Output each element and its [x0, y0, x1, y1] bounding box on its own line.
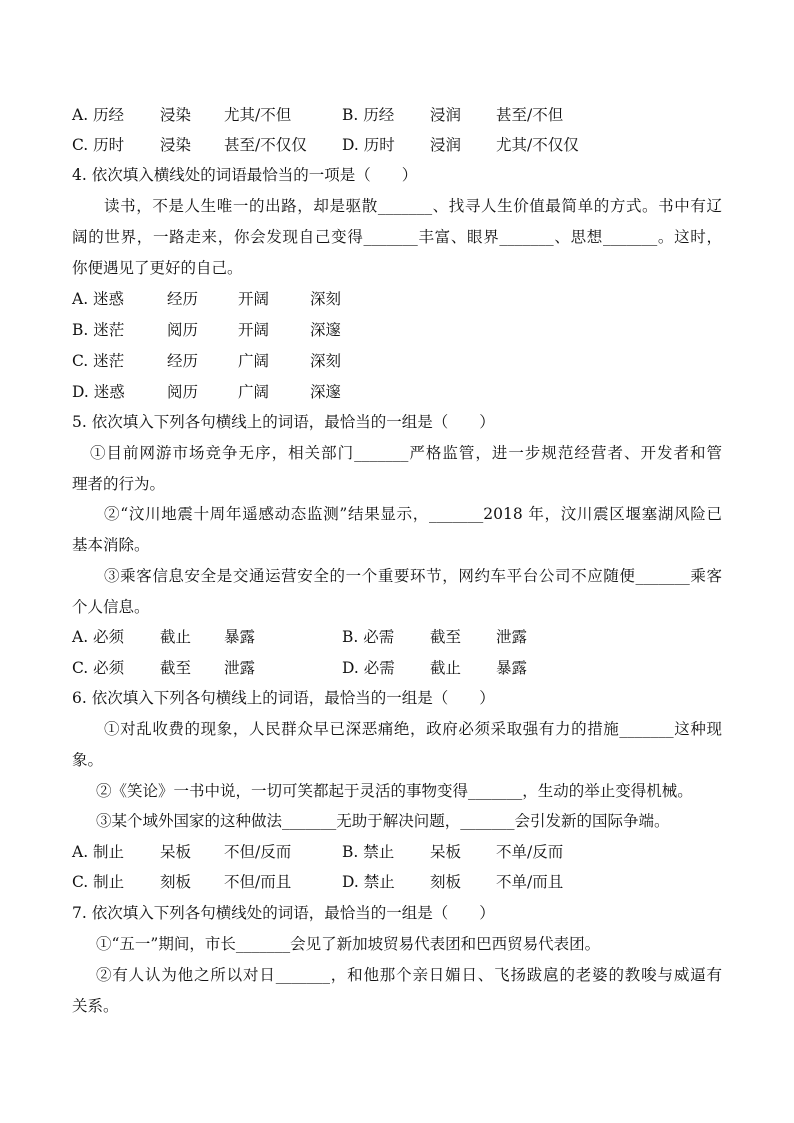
- q3-option-b-2: 浸润: [430, 106, 462, 124]
- q6-sentence-1-line-2: 象。: [72, 751, 104, 769]
- q4-option-c-4: 深刻: [310, 352, 342, 370]
- q5-sentence-1-line-2: 理者的行为。: [72, 475, 166, 493]
- q3-option-b-1: B. 历经: [342, 106, 395, 124]
- q4-option-d-4: 深邃: [310, 383, 342, 401]
- q3-option-d-2: 浸润: [430, 136, 462, 154]
- q6-stem: 6. 依次填入下列各句横线上的词语，最恰当的一组是（ ）: [72, 689, 495, 707]
- q6-option-a-2: 呆板: [160, 843, 192, 861]
- q5-sentence-2-line-1: [72, 503, 722, 525]
- q4-option-a-2: 经历: [167, 290, 199, 308]
- q4-passage-line-2: 阔的世界，一路走来，你会发现自己变得_______丰富、眼界_______、思想_______。这时，: [72, 228, 722, 246]
- q5-option-a-1: A. 必须: [72, 628, 125, 646]
- q5-sentence-1-line-1: [72, 442, 722, 464]
- q5-option-c-2: 截至: [160, 659, 192, 677]
- q6-sentence-3: ③某个域外国家的这种做法_______无助于解决问题，_______会引发新的国际争端。: [96, 812, 670, 830]
- q6-option-d-2: 刻板: [430, 873, 462, 891]
- q6-sentence-1-line-1: [72, 718, 722, 740]
- q5-option-c-1: C. 必须: [72, 659, 125, 677]
- q4-option-d-3: 广阔: [238, 383, 270, 401]
- q5-option-b-2: 截至: [430, 628, 462, 646]
- q5-option-a-2: 截止: [160, 628, 192, 646]
- q4-passage-text-1: 读书，不是人生唯一的出路，却是驱散_______、找寻人生价值最简单的方式。书中有辽: [104, 197, 722, 215]
- q3-option-b-3: 甚至/不但: [496, 106, 564, 124]
- q5-option-d-2: 截止: [430, 659, 462, 677]
- q3-option-c-1: C. 历时: [72, 136, 125, 154]
- q4-option-a-3: 开阔: [238, 290, 270, 308]
- q6-option-d-3: 不单/而且: [496, 873, 564, 891]
- q3-option-a-2: 浸染: [160, 106, 192, 124]
- q4-option-b-1: B. 迷茫: [72, 321, 125, 339]
- q5-sentence-3-line-2: 个人信息。: [72, 598, 150, 616]
- q7-sentence-2-line-2: 关系。: [72, 997, 119, 1015]
- q4-option-c-1: C. 迷茫: [72, 352, 125, 370]
- q4-option-c-2: 经历: [167, 352, 199, 370]
- q5-sentence-2-line-2: 基本消除。: [72, 536, 150, 554]
- q4-option-d-2: 阅历: [167, 383, 199, 401]
- q5-stem: 5. 依次填入下列各句横线上的词语，最恰当的一组是（ ）: [72, 413, 495, 431]
- q3-option-c-2: 浸染: [160, 136, 192, 154]
- q6-option-c-3: 不但/而且: [224, 873, 292, 891]
- q5-sentence-3-text: ③乘客信息安全是交通运营安全的一个重要环节，网约车平台公司不应随便_______乘客: [104, 567, 722, 585]
- q5-sentence-2-text: ②“汶川地震十周年遥感动态监测”结果显示，_______2018 年，汶川震区堰塞湖风险已: [104, 505, 722, 523]
- q7-sentence-2-line-1: [72, 964, 722, 986]
- q5-sentence-1-text: ①目前网游市场竞争无序，相关部门_______严格监管，进一步规范经营者、开发者和管: [90, 444, 722, 462]
- q3-option-a-1: A. 历经: [72, 106, 125, 124]
- q6-option-b-2: 呆板: [430, 843, 462, 861]
- q4-option-b-3: 开阔: [238, 321, 270, 339]
- q4-stem: 4. 依次填入横线处的词语最恰当的一项是（ ）: [72, 166, 418, 184]
- q4-option-d-1: D. 迷惑: [72, 383, 125, 401]
- q5-option-a-3: 暴露: [224, 628, 256, 646]
- q4-option-a-4: 深刻: [310, 290, 342, 308]
- q6-option-d-1: D. 禁止: [342, 873, 395, 891]
- q5-option-b-1: B. 必需: [342, 628, 395, 646]
- q4-passage-line-3: 你便遇见了更好的自己。: [72, 259, 243, 277]
- q6-sentence-1-text: ①对乱收费的现象，人民群众早已深恶痛绝，政府必须采取强有力的措施_______这种现: [104, 720, 722, 738]
- q6-option-b-1: B. 禁止: [342, 843, 395, 861]
- q5-option-c-3: 泄露: [224, 659, 256, 677]
- q6-sentence-2: ②《笑论》一书中说，一切可笑都起于灵活的事物变得_______，生动的举止变得机械。: [96, 782, 693, 800]
- q3-option-d-1: D. 历时: [342, 136, 395, 154]
- q5-option-b-3: 泄露: [496, 628, 528, 646]
- q4-option-b-2: 阅历: [167, 321, 199, 339]
- q7-stem: 7. 依次填入下列各句横线处的词语，最恰当的一组是（ ）: [72, 904, 495, 922]
- q5-option-d-3: 暴露: [496, 659, 528, 677]
- q5-option-d-1: D. 必需: [342, 659, 395, 677]
- q3-option-c-3: 甚至/不仅仅: [224, 136, 307, 154]
- q4-option-b-4: 深邃: [310, 321, 342, 339]
- q6-option-c-1: C. 制止: [72, 873, 125, 891]
- q4-option-c-3: 广阔: [238, 352, 270, 370]
- q6-option-b-3: 不单/反而: [496, 843, 564, 861]
- q7-sentence-2-text: ②有人认为他之所以对日_______，和他那个亲日媚日、飞扬跋扈的老婆的教唆与威逼有: [96, 966, 722, 984]
- q4-option-a-1: A. 迷惑: [72, 290, 125, 308]
- q5-sentence-3-line-1: [72, 565, 722, 587]
- q4-passage-line-1: [72, 195, 722, 217]
- q6-option-a-1: A. 制止: [72, 843, 125, 861]
- q7-sentence-1: ①“五一”期间，市长_______会见了新加坡贸易代表团和巴西贸易代表团。: [96, 935, 601, 953]
- q6-option-c-2: 刻板: [160, 873, 192, 891]
- q3-option-a-3: 尤其/不但: [224, 106, 292, 124]
- q3-option-d-3: 尤其/不仅仅: [496, 136, 579, 154]
- q6-option-a-3: 不但/反而: [224, 843, 292, 861]
